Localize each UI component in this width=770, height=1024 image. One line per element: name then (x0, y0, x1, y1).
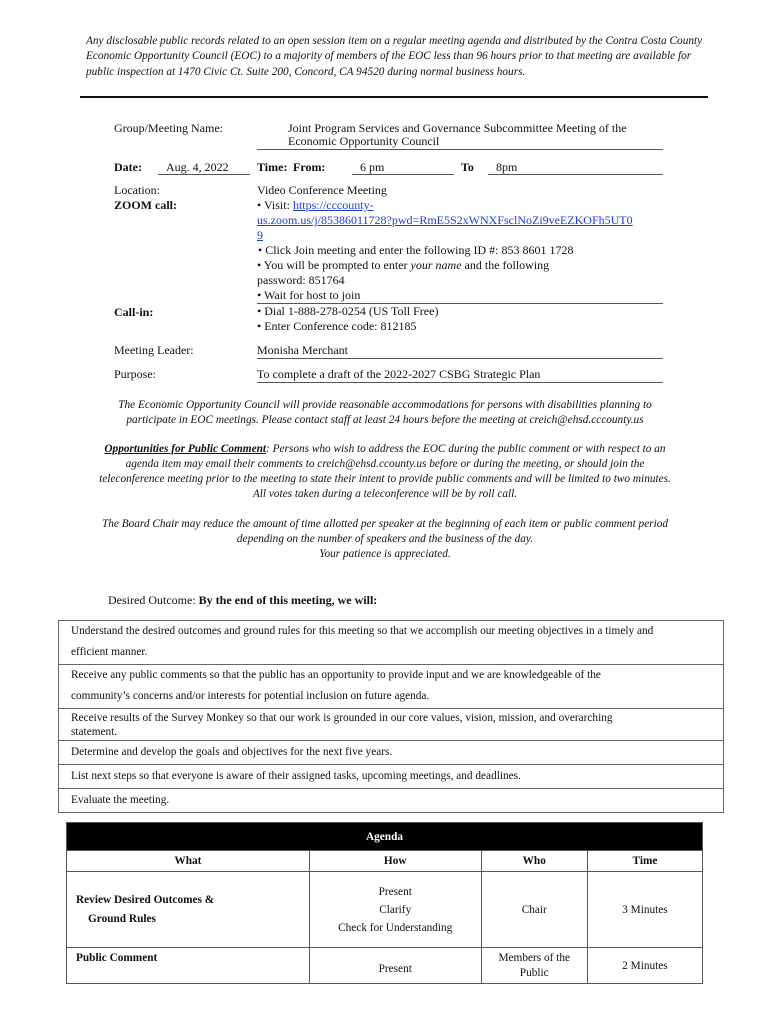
date-value: Aug. 4, 2022 (158, 160, 250, 175)
agenda-table (66, 822, 703, 984)
table-row (67, 948, 703, 984)
outcome-item: Evaluate the meeting. (71, 794, 170, 806)
purpose-label: Purpose: (114, 367, 156, 381)
agenda-how: Present (378, 885, 412, 898)
zoom-step-name: • You will be prompted to enter your name and the following (257, 258, 550, 272)
callin-dial: • Dial 1-888-278-0254 (US Toll Free) (257, 304, 439, 318)
desired-outcome-heading: Desired Outcome: By the end of this meeting, we will: (108, 593, 378, 607)
agenda-what: Public Comment (67, 948, 310, 984)
callin-code: • Enter Conference code: 812185 (257, 319, 417, 333)
leader-label: Meeting Leader: (114, 343, 194, 357)
group-meeting-label: Group/Meeting Name: (114, 121, 223, 135)
date-label: Date: (114, 160, 142, 174)
col-how: How (309, 851, 481, 872)
location-value: Video Conference Meeting (257, 183, 387, 197)
leader-value: Monisha Merchant (257, 343, 663, 359)
disclaimer-text: Any disclosable public records related to an open session item on a regular meeting agenda and distributed by the Contra Costa County Economic Opportunity Council (EOC) to a majority of members of the EOC less than 96 hours prior to that meeting are available for public inspection at 1470 Civic Ct. Suite 200, Concord, CA 94520 during normal business hours. (86, 35, 703, 78)
agenda-time: 3 Minutes (587, 872, 702, 948)
to-label: To (461, 160, 474, 174)
location-label: Location: (114, 183, 160, 197)
outcome-item: Understand the desired outcomes and ground rules for this meeting so that we accomplish our meeting objectives in a timely and efficient manner. (59, 621, 723, 665)
agenda-who: Members of the (498, 951, 570, 964)
outcome-item: Determine and develop the goals and objectives for the next five years. (59, 741, 723, 765)
accommodations-note: The Economic Opportunity Council will provide reasonable accommodations for persons with disabilities planning to participate in EOC meetings. Please contact staff at least 24 hours before the meeting at creich@ehsd.cccounty.us (118, 399, 652, 426)
desired-outcomes-list (58, 620, 724, 813)
from-value: 6 pm (352, 160, 454, 175)
board-chair-note: The Board Chair may reduce the amount of time allotted per speaker at the beginning of each item or public comment period depending on the number of speakers and the business of the day. Your patience is appreciated. (101, 518, 669, 560)
to-value: 8pm (488, 160, 663, 175)
col-who: Who (481, 851, 587, 872)
col-what: What (67, 851, 310, 872)
from-label: From: (293, 160, 326, 174)
time-label: Time: (257, 160, 288, 174)
outcome-item: Receive results of the Survey Monkey so that our work is grounded in our core values, vision, mission, and overarching statement. (59, 709, 723, 741)
zoom-link-continued[interactable]: us.zoom.us/j/85386011728?pwd=RmE5S2xWNXFsclNoZi9veEZKOFh5UT0 (257, 213, 633, 227)
outcome-item: Receive any public comments so that the public has an opportunity to provide input and we are knowledgeable of the community’s concerns and/or interests for potential inclusion on future agenda. (59, 665, 723, 709)
public-comment-heading: Opportunities for Public Comment (104, 443, 267, 455)
zoom-label: ZOOM call: (114, 198, 177, 212)
zoom-step-join: • Click Join meeting and enter the following ID #: 853 8601 1728 (258, 243, 574, 257)
group-meeting-value-line1: Joint Program Services and Governance Subcommittee Meeting of the (288, 121, 627, 135)
zoom-step-password: password: 851764 (257, 273, 345, 287)
agenda-how: Check for Understanding (338, 921, 453, 934)
zoom-link-end[interactable]: 9 (257, 228, 263, 242)
zoom-step-wait: • Wait for host to join (257, 288, 663, 304)
outcome-item: List next steps so that everyone is aware of their assigned tasks, upcoming meetings, and deadlines. (59, 765, 723, 789)
header-divider (80, 96, 708, 98)
visit-prefix: • Visit: (257, 198, 290, 212)
agenda-who-2: Public (519, 966, 549, 979)
agenda-title: Agenda (67, 823, 703, 851)
purpose-value: To complete a draft of the 2022-2027 CSBG Strategic Plan (257, 367, 663, 383)
table-row (67, 872, 703, 948)
agenda-who: Chair (481, 872, 587, 948)
agenda-time: 2 Minutes (587, 948, 702, 984)
agenda-how: Present (309, 948, 481, 984)
zoom-link[interactable]: https://cccounty- (292, 198, 374, 212)
agenda-how: Clarify (379, 903, 412, 916)
col-time: Time (587, 851, 702, 872)
agenda-what: Review Desired Outcomes & (76, 893, 215, 906)
callin-label: Call-in: (114, 305, 154, 319)
public-comment-note: Opportunities for Public Comment: Persons who wish to address the EOC during the public comment or with respect to an agenda item may email their comments to creich@ehsd.ccounty.us before or during the meeting, or should join the teleconference meeting prior to the meeting to state their intent to provide public comments and will be limited to two minutes. All votes taken during a teleconference will be by roll call. (99, 443, 671, 500)
agenda-what-2: Ground Rules (88, 912, 156, 925)
group-meeting-value-line2: Economic Opportunity Council (257, 134, 663, 150)
